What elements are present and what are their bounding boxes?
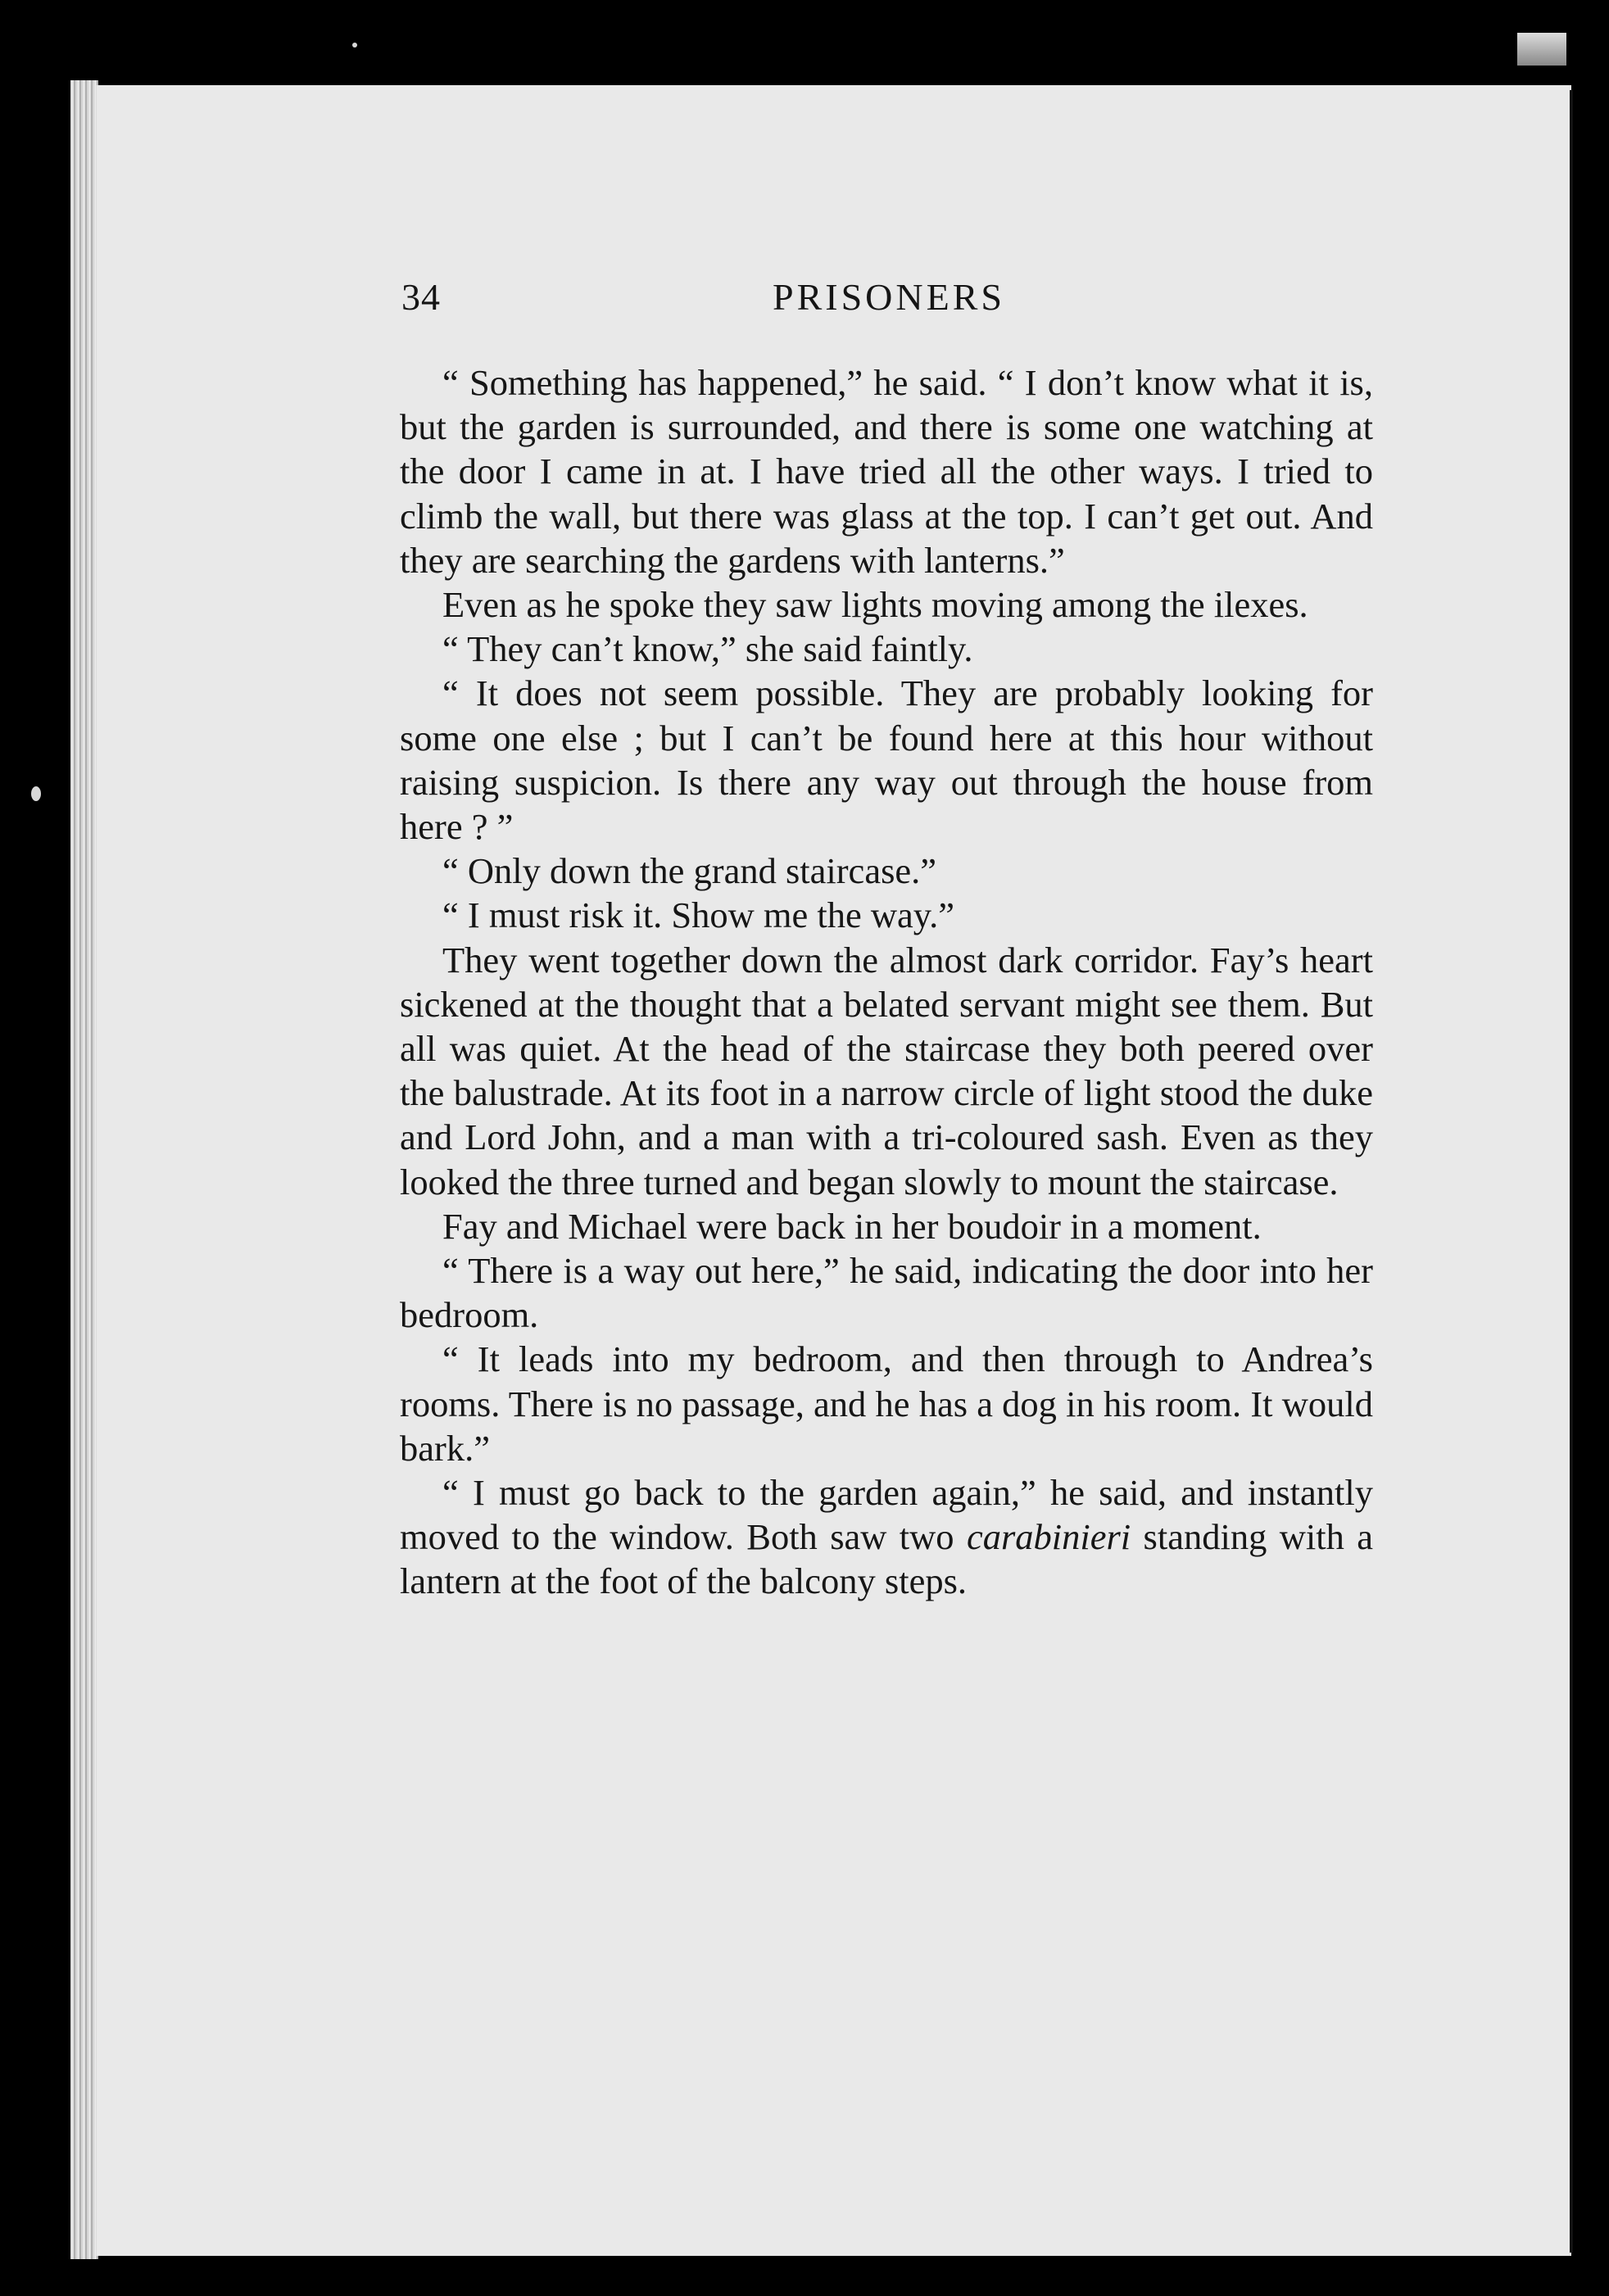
page-number: 34 [401,276,441,318]
paragraph: “ Only down the grand staircase.” [442,850,937,892]
paragraph: Fay and Michael were back in her boudoir in a moment. [442,1205,1262,1247]
paragraph [400,1470,1373,1604]
paragraph-text: “ I must go back to the garden again,” he said, and instantly moved to the window. Both saw two [400,1472,1373,1558]
book-spine-edge [70,80,98,2259]
paragraph: “ They can’t know,” she said faintly. [442,628,973,670]
paragraph: “ There is a way out here,” he said, indicating the door into her bedroom. [400,1250,1373,1336]
paragraph: “ Something has happened,” he said. “ I don’t know what it is, but the garden is surrounded, and there is some one watching at the door I came in at. I have tried all the other ways. I tried to climb the wall, but there was glass at the top. I can’t get out. And they are searching the gardens with lanterns.” [400,362,1373,581]
scan-speck [31,786,41,801]
paragraph: They went together down the almost dark corridor. Fay’s heart sickened at the thought that a belated servant might see them. But all was quiet. At the head of the staircase they both peered over the balustrade. At its foot in a narrow circle of light stood the duke and Lord John, and a man with a tri-coloured sash. Even as they looked the three turned and began slowly to mount the staircase. [400,939,1373,1202]
scan-artifact [1517,33,1566,66]
paragraph: “ I must risk it. Show me the way.” [442,894,954,936]
page-right-edge [1570,90,1573,2253]
paragraph: “ It leads into my bedroom, and then through to Andrea’s rooms. There is no passage, and he has a dog in his room. It would bark.” [400,1338,1373,1469]
running-head: PRISONERS [773,276,1005,318]
body-text [400,360,1373,1604]
paragraph: “ It does not seem possible. They are probably looking for some one else ; but I can’t be found here at this hour without raising suspicion. Is there any way out through the house from here ? ” [400,672,1373,848]
paragraph-text: standing with a lantern at the foot of the balcony steps. [400,1516,1373,1602]
italic-word: carabinieri [966,1516,1131,1558]
page-header [401,275,1376,341]
scan-speck [352,43,357,48]
paragraph: Even as he spoke they saw lights moving among the ilexes. [442,584,1308,626]
